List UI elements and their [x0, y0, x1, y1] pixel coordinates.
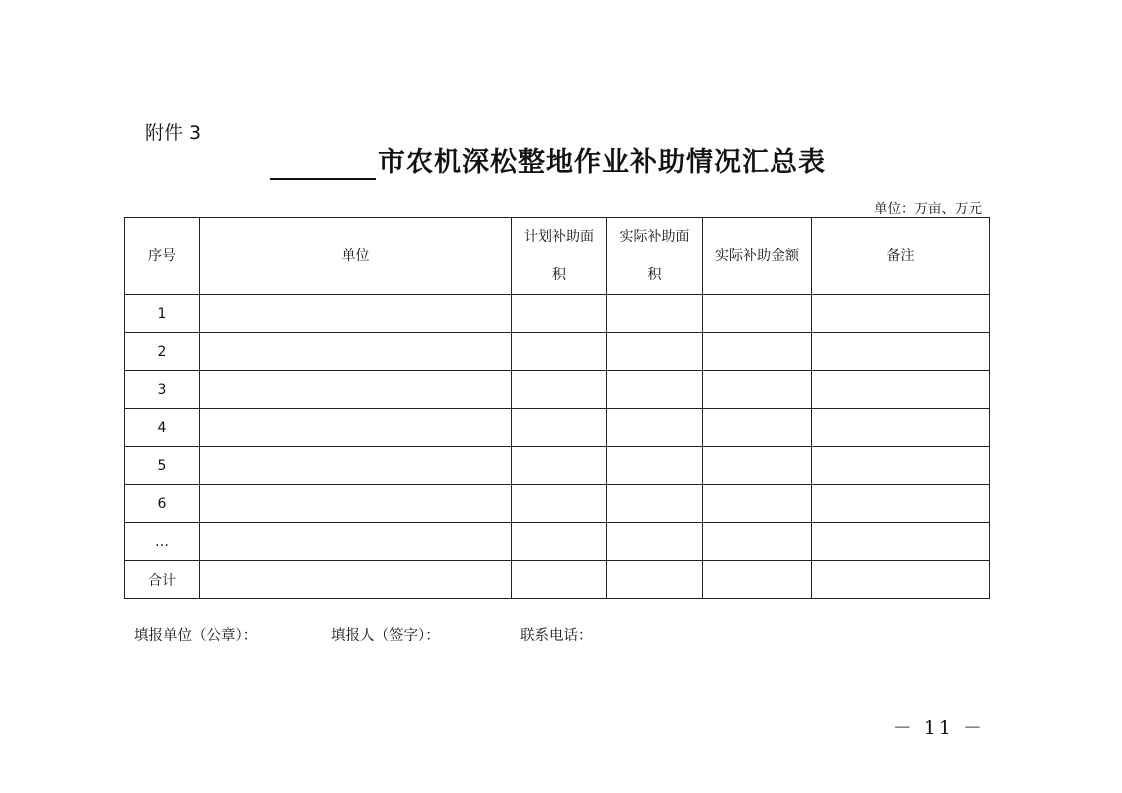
header-unit: 单位: [200, 218, 512, 295]
remarks-cell: [812, 333, 990, 371]
unit-cell: [200, 485, 512, 523]
remarks-cell: [812, 523, 990, 561]
filler-label: 填报人（签字）：: [331, 628, 440, 644]
table-row: [125, 371, 990, 409]
actual-area-cell: [607, 561, 703, 599]
row-index: 1: [125, 295, 200, 333]
header-planned-area-line1: 计划补助面: [524, 229, 594, 245]
summary-table: [124, 217, 990, 599]
actual-amount-cell: [703, 485, 812, 523]
unit-cell: [200, 295, 512, 333]
unit-cell: [200, 447, 512, 485]
row-index: 4: [125, 409, 200, 447]
remarks-cell: [812, 295, 990, 333]
planned-area-cell: [512, 409, 607, 447]
unit-cell: [200, 333, 512, 371]
table-row: [125, 447, 990, 485]
planned-area-cell: [512, 523, 607, 561]
attachment-label: 附件 3: [145, 122, 202, 144]
title-block: [270, 140, 826, 180]
remarks-cell: [812, 485, 990, 523]
header-planned-area-line2: 积: [552, 267, 566, 283]
header-actual-area: [607, 218, 703, 295]
row-index-total: 合计: [125, 561, 200, 599]
header-actual-area-line2: 积: [647, 267, 662, 283]
actual-area-cell: [607, 295, 703, 333]
actual-amount-cell: [703, 333, 812, 371]
table-row: [125, 295, 990, 333]
table-row: [125, 485, 990, 523]
header-actual-area-line1: 实际补助面: [619, 229, 690, 245]
city-name-blank: [270, 146, 376, 180]
phone-label: 联系电话：: [520, 628, 593, 644]
header-index: 序号: [125, 218, 200, 295]
table-row: [125, 409, 990, 447]
remarks-cell: [812, 561, 990, 599]
actual-area-cell: [607, 409, 703, 447]
unit-note: 单位：万亩、万元: [874, 201, 982, 217]
actual-area-cell: [607, 333, 703, 371]
row-index: 6: [125, 485, 200, 523]
unit-cell: [200, 561, 512, 599]
unit-cell: [200, 371, 512, 409]
row-index: 5: [125, 447, 200, 485]
remarks-cell: [812, 409, 990, 447]
filling-unit-label: 填报单位（公章）：: [134, 628, 258, 644]
unit-cell: [200, 523, 512, 561]
unit-cell: [200, 409, 512, 447]
actual-amount-cell: [703, 409, 812, 447]
actual-amount-cell: [703, 523, 812, 561]
remarks-cell: [812, 447, 990, 485]
table-header-row: [125, 218, 990, 295]
actual-amount-cell: [703, 371, 812, 409]
actual-area-cell: [607, 523, 703, 561]
actual-area-cell: [607, 371, 703, 409]
actual-amount-cell: [703, 561, 812, 599]
planned-area-cell: [512, 485, 607, 523]
planned-area-cell: [512, 371, 607, 409]
actual-area-cell: [607, 447, 703, 485]
actual-amount-cell: [703, 295, 812, 333]
table-row: [125, 523, 990, 561]
row-index: …: [125, 523, 200, 561]
total-row: [125, 561, 990, 599]
row-index: 3: [125, 371, 200, 409]
planned-area-cell: [512, 561, 607, 599]
page-number: － 11 －: [892, 717, 985, 739]
planned-area-cell: [512, 447, 607, 485]
planned-area-cell: [512, 333, 607, 371]
header-remarks: 备注: [812, 218, 990, 295]
actual-area-cell: [607, 485, 703, 523]
row-index: 2: [125, 333, 200, 371]
remarks-cell: [812, 371, 990, 409]
planned-area-cell: [512, 295, 607, 333]
page-title: 市农机深松整地作业补助情况汇总表: [378, 147, 826, 178]
actual-amount-cell: [703, 447, 812, 485]
header-planned-area: [512, 218, 607, 295]
header-actual-amount: 实际补助金额: [703, 218, 812, 295]
table-row: [125, 333, 990, 371]
